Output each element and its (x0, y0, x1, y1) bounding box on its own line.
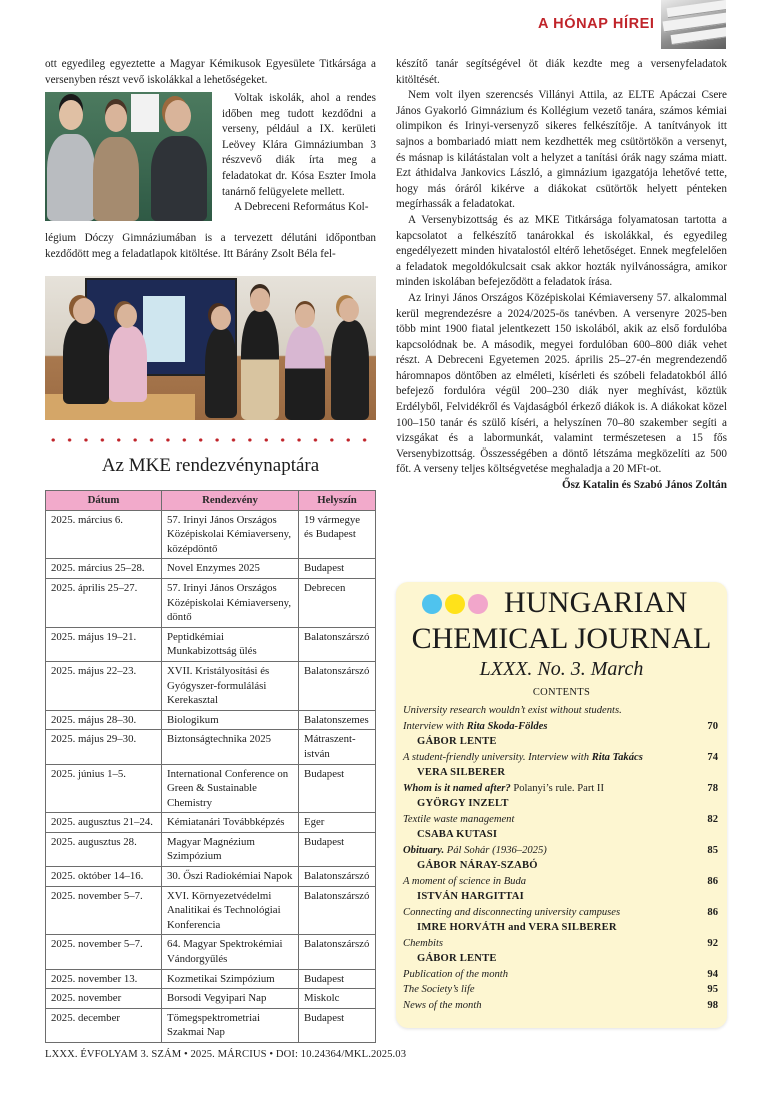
toc-title-text: Connecting and disconnecting university campuses (403, 906, 621, 918)
table-row (46, 1008, 376, 1042)
table-row (46, 710, 376, 730)
toc-entry[interactable] (403, 781, 718, 797)
toc-entry[interactable] (403, 812, 718, 828)
toc-page-number: 82 (707, 813, 718, 825)
newspapers-image (661, 0, 726, 49)
toc-page-number: 78 (707, 782, 718, 794)
cell-date: 2025. május 22–23. (46, 661, 162, 710)
toc-title (403, 982, 475, 998)
cell-date: 2025. augusztus 21–24. (46, 813, 162, 833)
article-right-column (396, 57, 727, 494)
table-row (46, 559, 376, 579)
cell-event: 57. Irinyi János Országos Középiskolai Kémiaverseny, középdöntő (162, 510, 299, 559)
table-row (46, 764, 376, 813)
toc-title-plain: Polanyi’s rule. Part II (510, 782, 604, 794)
cell-date: 2025. április 25–27. (46, 578, 162, 627)
toc-author: GÁBOR NÁRAY-SZABÓ (417, 860, 538, 871)
toc-title-bold: Rita Takács (591, 751, 643, 763)
cell-event: Novel Enzymes 2025 (162, 559, 299, 579)
table-row (46, 832, 376, 866)
toc-page-number: 74 (707, 751, 718, 763)
toc-title-line: University research wouldn’t exist without students. (403, 705, 622, 716)
students-photo-leovey (45, 92, 212, 221)
cell-place: Balatonszemes (299, 710, 376, 730)
cyan-dot-icon (422, 594, 442, 614)
cell-place: Debrecen (299, 578, 376, 627)
toc-title (403, 905, 620, 921)
cell-place: Budapest (299, 764, 376, 813)
students-photo-debrecen (45, 276, 376, 420)
cell-place: Balatonszárszó (299, 867, 376, 887)
toc-page-number: 85 (707, 844, 718, 856)
table-of-contents (403, 703, 718, 1013)
table-row (46, 867, 376, 887)
article-left-after-photo (45, 231, 376, 262)
journal-contents-box (396, 582, 727, 1028)
cell-date: 2025. november 13. (46, 969, 162, 989)
toc-title (403, 812, 514, 828)
table-row (46, 969, 376, 989)
toc-title-text: Textile waste management (403, 813, 515, 825)
toc-title-text: The Society’s life (403, 984, 475, 995)
cell-date: 2025. október 14–16. (46, 867, 162, 887)
table-row (46, 813, 376, 833)
toc-page-number: 98 (707, 999, 718, 1011)
cell-place: Eger (299, 813, 376, 833)
toc-entry[interactable] (403, 982, 718, 998)
toc-entry[interactable] (403, 719, 718, 735)
toc-title-bold: Rita Skoda-Földes (466, 720, 548, 732)
toc-page-number: 95 (707, 984, 718, 995)
toc-page-number: 94 (707, 968, 718, 980)
toc-title-text: Publication of the month (403, 968, 509, 980)
cell-place: 19 vármegye és Budapest (299, 510, 376, 559)
dotted-divider (45, 437, 376, 443)
cell-event: Magyar Magnézium Szimpózium (162, 832, 299, 866)
section-title: A HÓNAP HÍREI (538, 16, 655, 32)
article-paragraph: Az Irinyi János Országos Középiskolai Kémiaverseny 57. alkalommal kerül megrendezésre a 2024/2025-ös tanévben. A versenyre 2025-ben több mint 1900 fiatal jelentkezett 150 iskolából, akik az első fordulóba kapcsolódnak be. A második, megyei fordulóban 600–800 diák vehet részt. A Debreceni Egyetemen 2025. április 25–27-én megrendezendő háromnapos döntőben az elméleti, kísérleti és szóbeli feladatokból álló befejező fordulóra végül 200–230 diák nyer meghívást, köztük Erdélyből, Felvidékről és Vajdaságból érkező diákok is. A diákokat közel 100–150 tanár és szülő kíséri, a helyszínen 70–80 szakember segíti a vizsgákat és a labormunkát, valamint természetesen a 15 fős Versenybizottság. Összességében a döntő létszáma megközelíti az 500 főt. A verseny teljes költségvetése meghaladja a 20 MFt-ot. (396, 291, 727, 476)
cell-date: 2025. december (46, 1008, 162, 1042)
column-header-date: Dátum (46, 491, 162, 511)
article-wrap-text (222, 91, 376, 216)
cell-place: Balatonszárszó (299, 661, 376, 710)
article-left-top (45, 57, 376, 88)
table-row (46, 989, 376, 1009)
toc-page-number: 70 (707, 720, 718, 732)
cell-event: XVI. Környezetvédelmi Analitikai és Technológiai Konferencia (162, 886, 299, 935)
toc-page-number: 92 (707, 937, 718, 949)
cell-event: Biologikum (162, 710, 299, 730)
journal-logo-dots (422, 594, 491, 619)
table-row (46, 886, 376, 935)
toc-title-text: Chembits (403, 937, 444, 949)
cell-event: Biztonságtechnika 2025 (162, 730, 299, 764)
toc-title (403, 998, 482, 1014)
cell-event: 57. Irinyi János Országos Középiskolai Kémiaverseny, döntő (162, 578, 299, 627)
cell-place: Budapest (299, 559, 376, 579)
toc-entry[interactable] (403, 936, 718, 952)
table-header-row (46, 491, 376, 511)
table-row (46, 627, 376, 661)
page-footer: LXXX. ÉVFOLYAM 3. SZÁM • 2025. MÁRCIUS • DOI: 10.24364/MKL.2025.03 (45, 1049, 407, 1060)
cell-date: 2025. május 28–30. (46, 710, 162, 730)
yellow-dot-icon (445, 594, 465, 614)
toc-title-bold: Obituary. (403, 844, 445, 856)
cell-date: 2025. június 1–5. (46, 764, 162, 813)
journal-title-line2: CHEMICAL JOURNAL (411, 622, 712, 655)
cell-place: Balatonszárszó (299, 886, 376, 935)
toc-title (403, 781, 604, 797)
toc-author: IMRE HORVÁTH and VERA SILBERER (417, 922, 617, 933)
toc-entry[interactable] (403, 905, 718, 921)
cell-event: Kozmetikai Szimpózium (162, 969, 299, 989)
toc-title-text: A student-friendly university. Interview with (403, 751, 592, 763)
toc-title-text: Interview with (403, 720, 467, 732)
toc-title (403, 843, 547, 859)
toc-entry[interactable] (403, 750, 718, 766)
cell-event: XVII. Kristályosítási és Gyógyszer-formulálási Kerekasztal (162, 661, 299, 710)
article-paragraph: készítő tanár segítségével öt diák kezdte meg a versenyfeladatok kitöltését. (396, 58, 727, 86)
event-calendar-table (45, 490, 376, 1043)
cell-event: 30. Őszi Radiokémiai Napok (162, 867, 299, 887)
toc-author: VERA SILBERER (417, 767, 506, 778)
cell-place: Balatonszárszó (299, 627, 376, 661)
toc-title (403, 936, 443, 952)
cell-date: 2025. november (46, 989, 162, 1009)
toc-title (403, 719, 548, 735)
cell-date: 2025. november 5–7. (46, 935, 162, 969)
toc-title-text: Pál Sohár (1936–2025) (444, 844, 547, 856)
article-paragraph: A Debreceni Református Kol- (234, 201, 369, 214)
toc-title (403, 874, 526, 890)
column-header-event: Rendezvény (162, 491, 299, 511)
toc-author: CSABA KUTASI (417, 829, 498, 840)
table-row (46, 510, 376, 559)
toc-title-bold: Whom is it named after? (403, 782, 511, 794)
article-paragraph: Voltak iskolák, ahol a rendes időben meg tudott kezdődni a verseny, például a IX. kerületi Leövey Klára Gimnáziumban 3 részvevő diák írta meg a feladatokat dr. Kósa Eszter Imola tanárnő felügyelete mellett. (222, 92, 376, 198)
contents-label: CONTENTS (532, 687, 591, 698)
cell-place: Budapest (299, 1008, 376, 1042)
toc-title (403, 967, 508, 983)
article-paragraph: Nem volt ilyen szerencsés Villányi Attila, az ELTE Apáczai Csere János Gyakorló Gimnázium és Kollégium vezető tanára, számos kémiai olimpikon és Irinyi-versenyző sikeres felkészítője. A tanítványok itt sajnos a bombariadó miatt nem kezdhették meg csütörtökön a versenyt, és másnap is kilátástalan volt a helyzet a tanítási órák nagy száma miatt. Ezt áthidalva Jankovics László, a gimnázium igazgatója lehetővé tette, hogy más óráról kikérve a diákokat csütörtök helyett pénteken megírhassák a feladatokat. (396, 89, 727, 211)
toc-entry[interactable] (403, 874, 718, 890)
toc-author: ISTVÁN HARGITTAI (417, 891, 524, 902)
table-row (46, 730, 376, 764)
cell-place: Budapest (299, 969, 376, 989)
cell-date: 2025. március 25–28. (46, 559, 162, 579)
toc-entry[interactable] (403, 967, 718, 983)
cell-place: Mátraszent-istván (299, 730, 376, 764)
cell-event: 64. Magyar Spektrokémiai Vándorgyűlés (162, 935, 299, 969)
cell-date: 2025. november 5–7. (46, 886, 162, 935)
journal-title-line1: HUNGARIAN (504, 586, 688, 619)
table-row (46, 578, 376, 627)
toc-title (403, 750, 643, 766)
toc-page-number: 86 (707, 906, 718, 918)
toc-title-text: News of the month (403, 999, 482, 1011)
column-header-place: Helyszín (299, 491, 376, 511)
cell-place: Miskolc (299, 989, 376, 1009)
cell-event: Peptidkémiai Munkabizottság ülés (162, 627, 299, 661)
toc-author: GÁBOR LENTE (417, 953, 497, 964)
cell-event: International Conference on Green & Sustainable Chemistry (162, 764, 299, 813)
toc-entry[interactable] (403, 843, 718, 859)
journal-issue: LXXX. No. 3. March (479, 658, 644, 680)
toc-title-text: A moment of science in Buda (403, 875, 527, 887)
cell-event: Kémiatanári Továbbképzés (162, 813, 299, 833)
toc-page-number: 86 (707, 875, 718, 887)
cell-date: 2025. május 19–21. (46, 627, 162, 661)
cell-event: Tömegspektrometriai Szakmai Nap (162, 1008, 299, 1042)
table-row (46, 661, 376, 710)
toc-author: GÁBOR LENTE (417, 736, 497, 747)
toc-author: GYÖRGY INZELT (417, 798, 509, 809)
article-signature: Ősz Katalin és Szabó János Zoltán (561, 479, 727, 492)
pink-dot-icon (468, 594, 488, 614)
cell-date: 2025. március 6. (46, 510, 162, 559)
toc-entry[interactable] (403, 998, 718, 1014)
cell-event: Borsodi Vegyipari Nap (162, 989, 299, 1009)
article-paragraph: légium Dóczy Gimnáziumában is a tervezett délutáni időpontban kezdődött meg a feladatlapok kitöltése. Itt Bárány Zsolt Béla fel- (45, 232, 376, 260)
cell-date: 2025. május 29–30. (46, 730, 162, 764)
calendar-title: Az MKE rendezvénynaptára (101, 455, 320, 476)
article-paragraph: A Versenybizottság és az MKE Titkársága folyamatosan tartotta a kapcsolatot a felkészítő tanárokkal és iskolákkal, és egyedileg engedélyezett minden hivatalostól eltérő lehetőséget. Ennek megfelelően a feladatok megoldókulcsait csak akkor hozták nyilvánosságra, amikor minden iskolában befejeződött a feladatok írása. (396, 213, 727, 289)
cell-place: Budapest (299, 832, 376, 866)
table-row (46, 935, 376, 969)
article-paragraph: ott egyedileg egyeztette a Magyar Kémikusok Egyesülete Titkársága a versenyben részt vevő iskolákkal a lehetőségeket. (45, 58, 376, 86)
cell-date: 2025. augusztus 28. (46, 832, 162, 866)
cell-place: Balatonszárszó (299, 935, 376, 969)
